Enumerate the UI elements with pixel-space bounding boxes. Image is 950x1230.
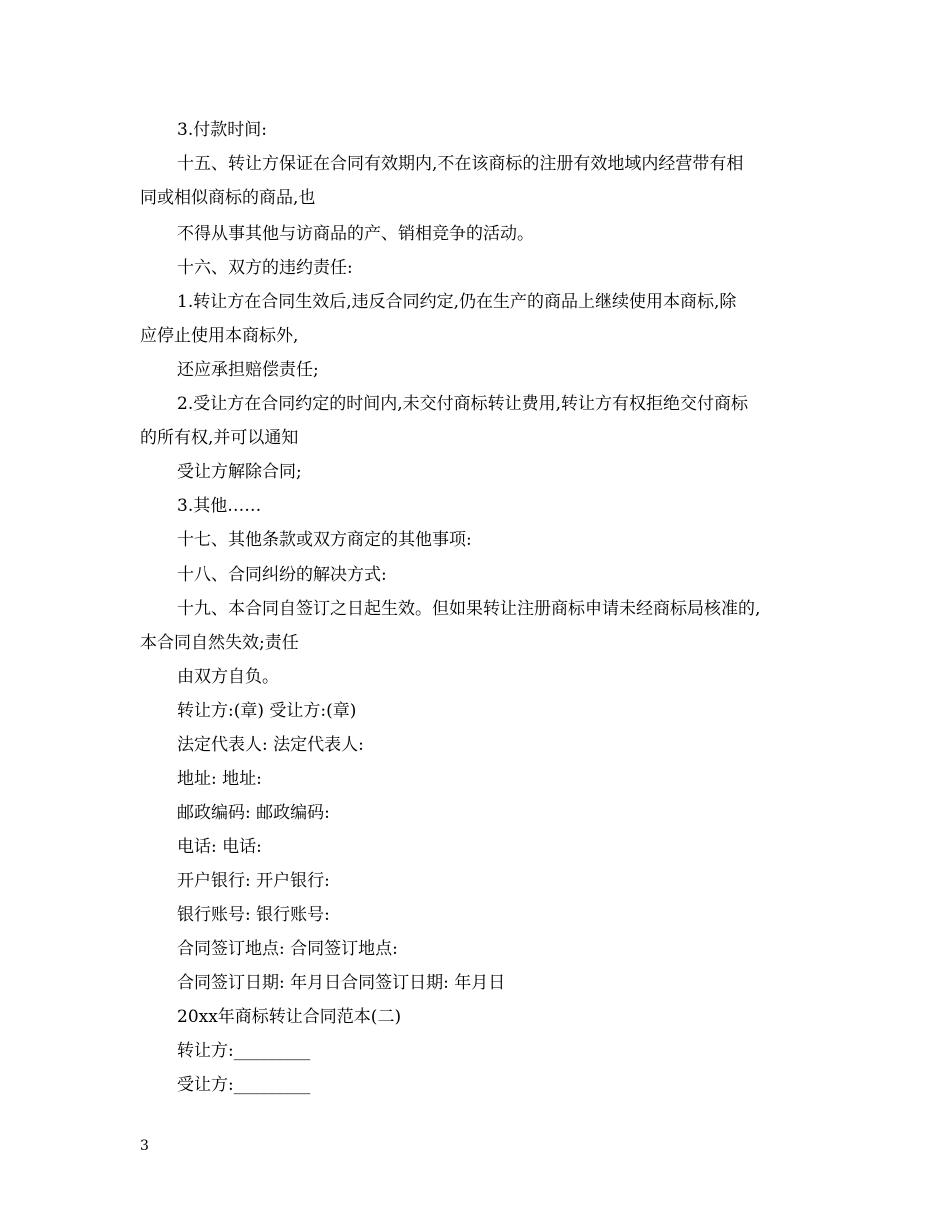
text-line: 十八、合同纠纷的解决方式:	[177, 565, 387, 585]
text-line: 应停止使用本商标外,	[140, 326, 299, 346]
text-line: 合同签订地点: 合同签订地点:	[177, 939, 398, 959]
text-line: 受让方解除合同;	[177, 462, 302, 482]
text-line: 转让方:_________	[177, 1041, 311, 1061]
text-line: 十六、双方的违约责任:	[177, 258, 353, 278]
text-line: 十九、本合同自签订之日起生效。但如果转让注册商标申请未经商标局核准的,	[177, 599, 761, 619]
text-line: 转让方:(章) 受让方:(章)	[177, 701, 357, 721]
text-line: 3.其他……	[177, 496, 262, 516]
text-line: 受让方:_________	[177, 1075, 311, 1095]
text-line: 邮政编码: 邮政编码:	[177, 803, 330, 823]
text-line: 的所有权,并可以通知	[140, 428, 299, 448]
page-number: 3	[140, 1138, 149, 1154]
text-line: 十五、转让方保证在合同有效期内,不在该商标的注册有效地域内经营带有相	[177, 154, 744, 174]
text-line: 1.转让方在合同生效后,违反合同约定,仍在生产的商品上继续使用本商标,除	[177, 292, 737, 312]
text-line: 地址: 地址:	[177, 769, 262, 789]
text-line: 由双方自负。	[177, 667, 279, 687]
text-line: 不得从事其他与访商品的产、销相竞争的活动。	[177, 224, 534, 244]
text-line: 20xx年商标转让合同范本(二)	[177, 1007, 402, 1027]
text-line: 同或相似商标的商品,也	[140, 188, 316, 208]
text-line: 十七、其他条款或双方商定的其他事项:	[177, 530, 472, 550]
text-line: 银行账号: 银行账号:	[177, 905, 330, 925]
text-line: 合同签订日期: 年月日合同签订日期: 年月日	[177, 973, 506, 993]
text-line: 2.受让方在合同约定的时间内,未交付商标转让费用,转让方有权拒绝交付商标	[177, 394, 749, 414]
text-line: 电话: 电话:	[177, 837, 262, 857]
text-line: 开户银行: 开户银行:	[177, 871, 330, 891]
text-line: 还应承担赔偿责任;	[177, 360, 319, 380]
text-line: 法定代表人: 法定代表人:	[177, 735, 364, 755]
text-line: 本合同自然失效;责任	[140, 633, 299, 653]
text-line: 3.付款时间:	[177, 120, 267, 140]
